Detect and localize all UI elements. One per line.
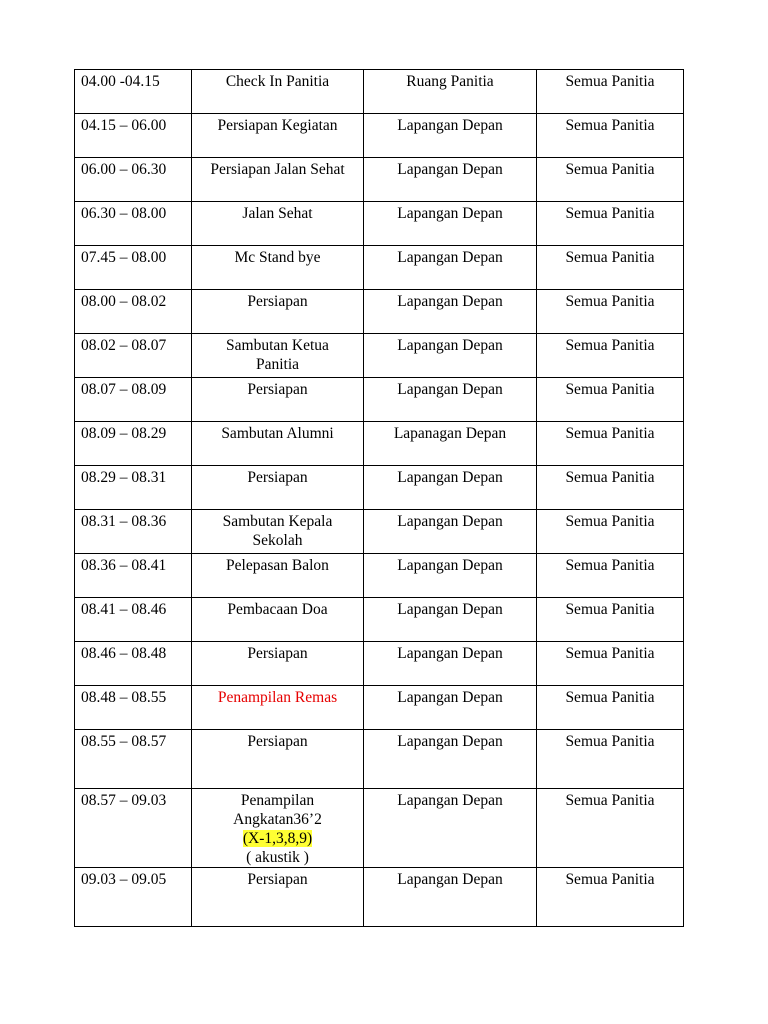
activity-cell xyxy=(192,246,364,290)
time-cell: 06.30 – 08.00 xyxy=(75,202,192,246)
time-cell: 08.48 – 08.55 xyxy=(75,686,192,730)
pic-cell: Semua Panitia xyxy=(537,554,684,598)
activity-cell xyxy=(192,868,364,927)
activity-text: ( akustik ) xyxy=(246,849,309,866)
activity-cell xyxy=(192,730,364,789)
location-cell: Ruang Panitia xyxy=(364,70,537,114)
activity-line xyxy=(195,355,360,374)
time-cell: 04.00 -04.15 xyxy=(75,70,192,114)
activity-line xyxy=(195,116,360,135)
activity-cell xyxy=(192,334,364,378)
schedule-body xyxy=(75,70,684,927)
pic-cell: Semua Panitia xyxy=(537,598,684,642)
activity-text: Persiapan xyxy=(247,871,308,888)
time-cell: 08.29 – 08.31 xyxy=(75,466,192,510)
activity-line xyxy=(195,791,360,810)
time-cell: 07.45 – 08.00 xyxy=(75,246,192,290)
activity-text: (X-1,3,8,9) xyxy=(242,830,313,847)
table-row xyxy=(75,202,684,246)
activity-text: Penampilan xyxy=(240,792,315,809)
activity-text: Persiapan xyxy=(247,645,308,662)
table-row xyxy=(75,466,684,510)
activity-cell xyxy=(192,422,364,466)
table-row xyxy=(75,246,684,290)
time-cell: 08.31 – 08.36 xyxy=(75,510,192,554)
time-cell: 08.07 – 08.09 xyxy=(75,378,192,422)
activity-line xyxy=(195,644,360,663)
activity-line xyxy=(195,829,360,848)
activity-text: Persiapan Jalan Sehat xyxy=(210,161,345,178)
location-cell: Lapangan Depan xyxy=(364,868,537,927)
table-row xyxy=(75,554,684,598)
activity-line xyxy=(195,336,360,355)
activity-line xyxy=(195,72,360,91)
location-cell: Lapangan Depan xyxy=(364,246,537,290)
activity-line xyxy=(195,248,360,267)
location-cell: Lapangan Depan xyxy=(364,598,537,642)
pic-cell: Semua Panitia xyxy=(537,422,684,466)
pic-cell: Semua Panitia xyxy=(537,246,684,290)
table-row xyxy=(75,730,684,789)
location-cell: Lapangan Depan xyxy=(364,466,537,510)
table-row xyxy=(75,598,684,642)
time-cell: 08.36 – 08.41 xyxy=(75,554,192,598)
activity-text: Pelepasan Balon xyxy=(226,557,329,574)
activity-line xyxy=(195,512,360,531)
activity-cell xyxy=(192,70,364,114)
location-cell: Lapangan Depan xyxy=(364,789,537,868)
time-cell: 08.46 – 08.48 xyxy=(75,642,192,686)
pic-cell: Semua Panitia xyxy=(537,789,684,868)
activity-text: Pembacaan Doa xyxy=(227,601,328,618)
pic-cell: Semua Panitia xyxy=(537,114,684,158)
location-cell: Lapangan Depan xyxy=(364,642,537,686)
schedule-table xyxy=(74,69,684,927)
activity-text: Persiapan xyxy=(247,469,308,486)
table-row xyxy=(75,290,684,334)
activity-cell xyxy=(192,686,364,730)
activity-text: Sekolah xyxy=(252,532,303,549)
time-cell: 08.57 – 09.03 xyxy=(75,789,192,868)
table-row xyxy=(75,422,684,466)
table-row xyxy=(75,510,684,554)
pic-cell: Semua Panitia xyxy=(537,510,684,554)
activity-line xyxy=(195,870,360,889)
pic-cell: Semua Panitia xyxy=(537,642,684,686)
activity-cell xyxy=(192,789,364,868)
table-row xyxy=(75,158,684,202)
activity-line xyxy=(195,848,360,867)
activity-line xyxy=(195,810,360,829)
activity-line xyxy=(195,468,360,487)
activity-text: Penampilan Remas xyxy=(217,689,338,706)
activity-line xyxy=(195,688,360,707)
activity-cell xyxy=(192,202,364,246)
pic-cell: Semua Panitia xyxy=(537,290,684,334)
activity-cell xyxy=(192,466,364,510)
activity-cell xyxy=(192,598,364,642)
activity-text: Panitia xyxy=(255,356,300,373)
table-row xyxy=(75,334,684,378)
time-cell: 08.41 – 08.46 xyxy=(75,598,192,642)
activity-cell xyxy=(192,114,364,158)
activity-cell xyxy=(192,510,364,554)
activity-text: Persiapan xyxy=(247,733,308,750)
activity-cell xyxy=(192,642,364,686)
pic-cell: Semua Panitia xyxy=(537,334,684,378)
location-cell: Lapangan Depan xyxy=(364,510,537,554)
table-row xyxy=(75,642,684,686)
location-cell: Lapangan Depan xyxy=(364,114,537,158)
pic-cell: Semua Panitia xyxy=(537,868,684,927)
pic-cell: Semua Panitia xyxy=(537,466,684,510)
activity-cell xyxy=(192,158,364,202)
activity-text: Persiapan xyxy=(247,293,308,310)
table-row xyxy=(75,378,684,422)
location-cell: Lapangan Depan xyxy=(364,378,537,422)
activity-line xyxy=(195,424,360,443)
activity-cell xyxy=(192,554,364,598)
location-cell: Lapangan Depan xyxy=(364,158,537,202)
activity-text: Angkatan36’2 xyxy=(233,811,322,828)
activity-text: Sambutan Kepala xyxy=(222,513,333,530)
pic-cell: Semua Panitia xyxy=(537,730,684,789)
activity-line xyxy=(195,531,360,550)
activity-line xyxy=(195,600,360,619)
location-cell: Lapangan Depan xyxy=(364,202,537,246)
pic-cell: Semua Panitia xyxy=(537,158,684,202)
table-row xyxy=(75,686,684,730)
activity-line xyxy=(195,204,360,223)
time-cell: 08.09 – 08.29 xyxy=(75,422,192,466)
pic-cell: Semua Panitia xyxy=(537,378,684,422)
activity-line xyxy=(195,732,360,751)
pic-cell: Semua Panitia xyxy=(537,686,684,730)
activity-text: Persiapan xyxy=(247,381,308,398)
location-cell: Lapangan Depan xyxy=(364,686,537,730)
activity-line xyxy=(195,556,360,575)
time-cell: 09.03 – 09.05 xyxy=(75,868,192,927)
activity-line xyxy=(195,292,360,311)
table-row xyxy=(75,114,684,158)
location-cell: Lapangan Depan xyxy=(364,290,537,334)
time-cell: 08.02 – 08.07 xyxy=(75,334,192,378)
activity-cell xyxy=(192,290,364,334)
location-cell: Lapangan Depan xyxy=(364,554,537,598)
activity-text: Persiapan Kegiatan xyxy=(217,117,338,134)
activity-line xyxy=(195,380,360,399)
table-row xyxy=(75,789,684,868)
time-cell: 08.00 – 08.02 xyxy=(75,290,192,334)
activity-cell xyxy=(192,378,364,422)
time-cell: 04.15 – 06.00 xyxy=(75,114,192,158)
pic-cell: Semua Panitia xyxy=(537,202,684,246)
activity-text: Mc Stand bye xyxy=(234,249,321,266)
activity-text: Jalan Sehat xyxy=(242,205,313,222)
location-cell: Lapangan Depan xyxy=(364,334,537,378)
location-cell: Lapanagan Depan xyxy=(364,422,537,466)
table-row xyxy=(75,70,684,114)
time-cell: 06.00 – 06.30 xyxy=(75,158,192,202)
location-cell: Lapangan Depan xyxy=(364,730,537,789)
pic-cell: Semua Panitia xyxy=(537,70,684,114)
activity-text: Check In Panitia xyxy=(225,73,330,90)
table-row xyxy=(75,868,684,927)
time-cell: 08.55 – 08.57 xyxy=(75,730,192,789)
activity-text: Sambutan Alumni xyxy=(221,425,334,442)
activity-text: Sambutan Ketua xyxy=(226,337,329,354)
activity-line xyxy=(195,160,360,179)
